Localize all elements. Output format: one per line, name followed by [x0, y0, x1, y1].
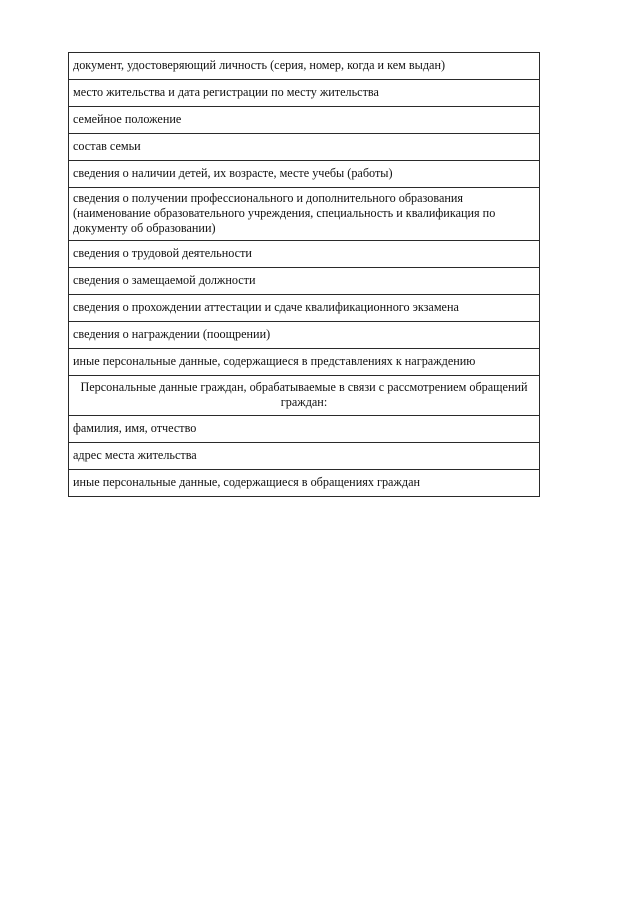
table-cell: фамилия, имя, отчество: [69, 416, 540, 443]
table-row: [69, 443, 540, 470]
table-row: [69, 322, 540, 349]
table-cell: семейное положение: [69, 107, 540, 134]
section-heading: Персональные данные граждан, обрабатываемые в связи с рассмотрением обращений граждан:: [69, 376, 540, 416]
table-row: [69, 349, 540, 376]
table-row: [69, 470, 540, 497]
personal-data-table: [68, 52, 540, 497]
table-cell: состав семьи: [69, 134, 540, 161]
table-cell: иные персональные данные, содержащиеся в представлениях к награждению: [69, 349, 540, 376]
table-cell: сведения о прохождении аттестации и сдаче квалификационного экзамена: [69, 295, 540, 322]
section-heading-row: [69, 376, 540, 416]
table-row: [69, 241, 540, 268]
table-cell: сведения о наличии детей, их возрасте, месте учебы (работы): [69, 161, 540, 188]
table-cell: сведения о замещаемой должности: [69, 268, 540, 295]
table-cell: сведения о награждении (поощрении): [69, 322, 540, 349]
table-row: [69, 188, 540, 241]
table-cell: сведения о трудовой деятельности: [69, 241, 540, 268]
table-cell: иные персональные данные, содержащиеся в обращениях граждан: [69, 470, 540, 497]
table-row: [69, 80, 540, 107]
table-row: [69, 107, 540, 134]
table-cell: место жительства и дата регистрации по месту жительства: [69, 80, 540, 107]
table-row: [69, 416, 540, 443]
table-row: [69, 161, 540, 188]
table-row: [69, 53, 540, 80]
table-row: [69, 295, 540, 322]
table-row: [69, 134, 540, 161]
table-cell: документ, удостоверяющий личность (серия, номер, когда и кем выдан): [69, 53, 540, 80]
table-cell: сведения о получении профессионального и дополнительного образования (наименование образовательного учреждения, специальность и квалификация по документу об образовании): [69, 188, 540, 241]
table-row: [69, 268, 540, 295]
table-cell: адрес места жительства: [69, 443, 540, 470]
